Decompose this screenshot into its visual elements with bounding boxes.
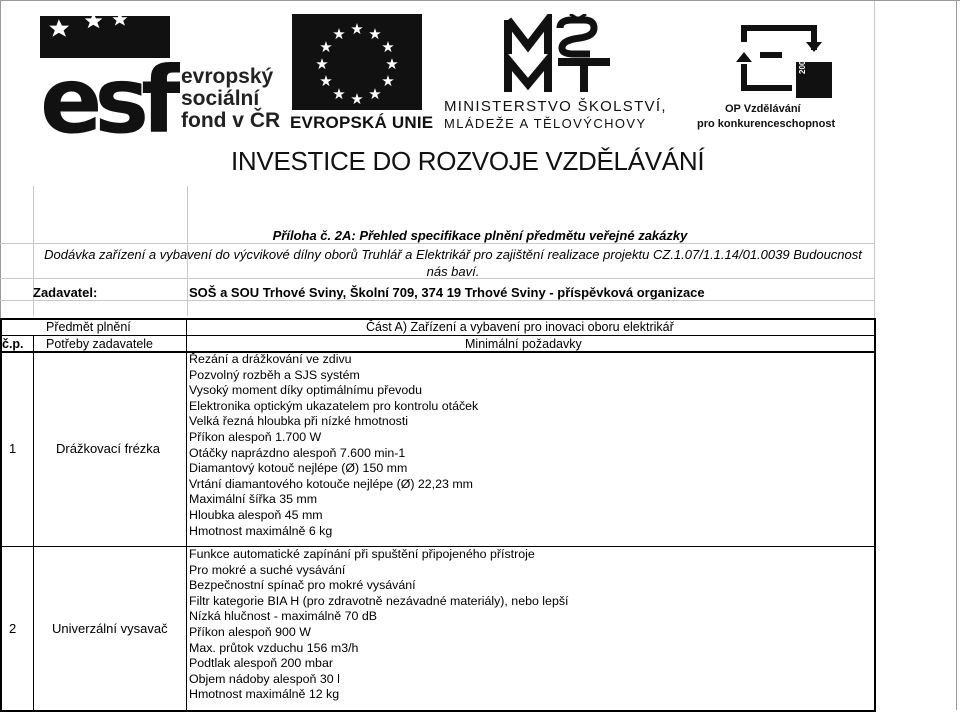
row-number: 2 [9, 621, 17, 636]
svg-text:★: ★ [319, 38, 333, 56]
document-title: Příloha č. 2A: Přehled specifikace plnění předmětu veřejné zakázky [272, 228, 688, 243]
requirement-item: Pro mokré a suché vysávání [189, 562, 346, 577]
esf-text-line: evropský [181, 65, 274, 88]
svg-text:★: ★ [350, 20, 364, 38]
requirement-item: Hmotnost maximálně 12 kg [189, 687, 340, 702]
requirements-list [189, 352, 478, 539]
svg-text:★: ★ [385, 55, 399, 73]
column-header-minimalni: Minimální požadavky [465, 337, 582, 351]
msmt-text-line: MINISTERSTVO ŠKOLSTVÍ, [444, 98, 667, 115]
grid-line [0, 300, 874, 301]
requirement-item: Diamantový kotouč nejlépe (Ø) 150 mm [189, 461, 408, 476]
svg-text:esf: esf [40, 47, 174, 134]
predmet-value: Část A) Zařízení a vybavení pro inovaci oboru elektrikář [366, 320, 674, 334]
requirement-item: Elektronika optickým ukazatelem pro kontrolu otáček [189, 398, 479, 413]
msmt-text-line: MLÁDEŽE A TĚLOVÝCHOVY [444, 116, 647, 131]
row-number: 1 [9, 441, 17, 456]
banner-title: INVESTICE DO ROZVOJE VZDĚLÁVÁNÍ [231, 146, 705, 176]
op-text-line: pro konkurenceschopnost [697, 118, 836, 130]
requirement-item: Hmotnost maximálně 6 kg [189, 523, 333, 538]
grid-line [0, 243, 874, 244]
svg-text:★: ★ [368, 25, 382, 43]
esf-text-line: sociální [181, 87, 260, 110]
esf-text [181, 66, 280, 132]
op-logo-mark [730, 22, 840, 100]
svg-text:★: ★ [319, 72, 333, 90]
requirement-item: Bezpečnostní spínač pro mokré vysávání [189, 578, 416, 593]
svg-text:★: ★ [350, 90, 364, 108]
op-logo [730, 22, 840, 100]
requirement-item: Řezání a drážkování ve zdivu [189, 352, 352, 366]
op-badge: 2007-13 [798, 44, 807, 74]
requirement-item: Pozvolný rozběh a SJS systém [189, 367, 360, 382]
document-subtitle [33, 246, 873, 280]
esf-text-line: fond v ČR [181, 109, 281, 132]
row-item-name: Univerzální vysavač [52, 621, 168, 636]
predmet-label: Předmět plnění [46, 320, 131, 334]
table-rule [0, 335, 874, 336]
requirements-list [189, 547, 568, 703]
subtitle-line: nás baví. [426, 264, 480, 279]
subtitle-line: Dodávka zařízení a vybavení do výcvikové dílny oborů Truhlář a Elektrikář pro zajištění realizace projektu CZ.1.07/1.1.14/01.0039 Budoucnost [44, 247, 862, 262]
requirement-item: Nízká hlučnost - maximálně 70 dB [189, 609, 378, 624]
requirement-item: Příkon alespoň 900 W [189, 624, 311, 639]
requirement-item: Velká řezná hloubka při nízké hmotnosti [189, 414, 409, 429]
msmt-logo [500, 14, 630, 96]
requirement-item: Vrtání diamantového kotouče nejlépe (Ø) 22,23 mm [189, 476, 473, 491]
zadavatel-label: Zadavatel: [33, 285, 98, 300]
requirement-item: Max. průtok vzduchu 156 m3/h [189, 640, 359, 655]
grid-line [874, 0, 875, 318]
msmt-logo-mark [500, 14, 630, 96]
requirement-item: Vysoký moment díky optimálnímu převodu [189, 383, 422, 398]
requirement-item: Otáčky naprázdno alespoň 7.600 min-1 [189, 445, 406, 460]
esf-logo [40, 14, 180, 134]
column-header-potreby: Potřeby zadavatele [46, 337, 154, 351]
op-text-line: OP Vzdělávání [725, 103, 801, 115]
requirement-item: Příkon alespoň 1.700 W [189, 429, 322, 444]
esf-logo-mark [40, 14, 180, 134]
grid-line [0, 0, 960, 1]
eu-stars-icon [292, 14, 422, 110]
requirement-item: Filtr kategorie BIA H (pro zdravotně nezávadné materiály), nebo lepší [189, 593, 569, 608]
svg-text:★: ★ [368, 85, 382, 103]
requirement-item: Objem nádoby alespoň 30 l [189, 671, 340, 686]
grid-line [956, 0, 957, 710]
svg-text:★: ★ [315, 55, 329, 73]
column-header-cp: č.p. [2, 337, 24, 351]
requirement-item: Podtlak alespoň 200 mbar [189, 656, 333, 671]
requirement-item: Hloubka alespoň 45 mm [189, 507, 323, 522]
table-rule [33, 335, 34, 710]
svg-text:★: ★ [332, 25, 346, 43]
zadavatel-value: SOŠ a SOU Trhové Sviny, Školní 709, 374 19 Trhové Sviny - příspěvková organizace [189, 285, 705, 300]
eu-flag-logo [292, 14, 422, 110]
row-item-name: Drážkovací frézka [56, 441, 161, 456]
requirement-item: Maximální šířka 35 mm [189, 492, 318, 507]
requirement-item: Funkce automatické zapínání při spuštění připojeného přístroje [189, 547, 535, 561]
svg-text:★: ★ [381, 38, 395, 56]
eu-text: EVROPSKÁ UNIE [290, 113, 434, 132]
svg-text:★: ★ [332, 85, 346, 103]
svg-text:★: ★ [381, 72, 395, 90]
table-rule [186, 318, 187, 710]
